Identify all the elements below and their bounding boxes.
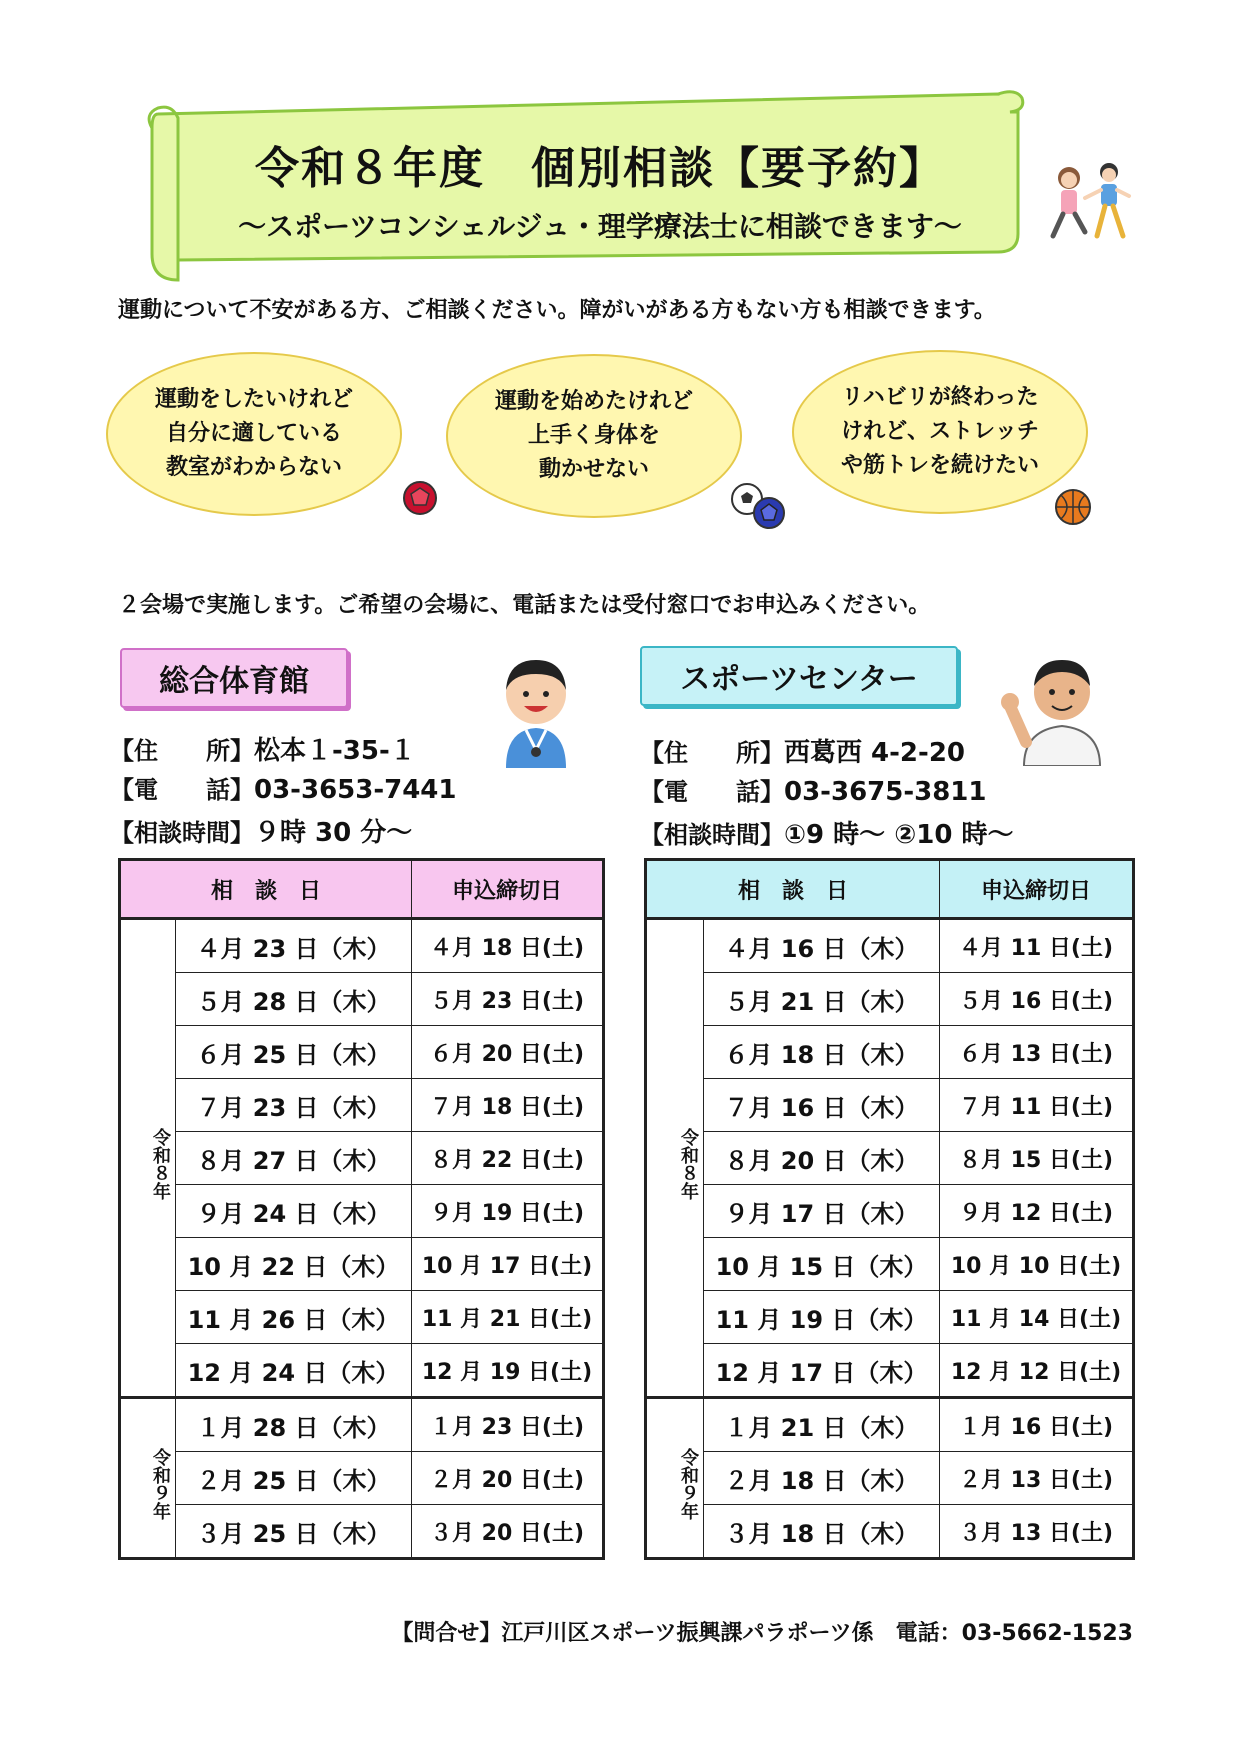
consult-date-cell: １月 21 日（木） xyxy=(704,1398,940,1452)
deadline-cell: ８月 15 日(土) xyxy=(940,1132,1134,1185)
basketball-icon xyxy=(1054,488,1092,526)
red-gem-ball-icon xyxy=(402,480,438,516)
header-consult-date: 相 談 日 xyxy=(646,860,940,919)
deadline-cell: ６月 13 日(土) xyxy=(940,1026,1134,1079)
time-value: ①9 時～ ②10 時～ xyxy=(784,820,1014,850)
year-label: 令和８年 xyxy=(646,919,704,1398)
table-row xyxy=(646,1505,1134,1559)
deadline-cell: ５月 23 日(土) xyxy=(412,973,604,1026)
header-deadline: 申込締切日 xyxy=(412,860,604,919)
consult-date-cell: ５月 21 日（木） xyxy=(704,973,940,1026)
table-row xyxy=(646,1452,1134,1505)
consult-date-cell: ７月 23 日（木） xyxy=(176,1079,412,1132)
deadline-cell: 11 月 14 日(土) xyxy=(940,1291,1134,1344)
table-row xyxy=(120,1238,604,1291)
consult-date-cell: 10 月 15 日（木） xyxy=(704,1238,940,1291)
table-row xyxy=(120,1505,604,1559)
time-value: ９時 30 分～ xyxy=(254,818,413,848)
deadline-cell: ３月 13 日(土) xyxy=(940,1505,1134,1559)
schedule-table-gym xyxy=(118,858,605,1560)
venue-time xyxy=(110,812,412,849)
deadline-cell: ９月 19 日(土) xyxy=(412,1185,604,1238)
deadline-cell: １月 16 日(土) xyxy=(940,1398,1134,1452)
year-label: 令和９年 xyxy=(120,1398,176,1559)
consult-date-cell: ２月 18 日（木） xyxy=(704,1452,940,1505)
consult-date-cell: ６月 18 日（木） xyxy=(704,1026,940,1079)
deadline-cell: ２月 13 日(土) xyxy=(940,1452,1134,1505)
table-row xyxy=(646,919,1134,973)
bubble-line: や筋トレを続けたい xyxy=(840,453,1039,478)
intro-text: 運動について不安がある方、ご相談ください。障がいがある方もない方も相談できます。 xyxy=(118,298,996,323)
table-row xyxy=(120,1344,604,1398)
schedule-table-sports-center xyxy=(644,858,1135,1560)
phone-value: 03-3675-3811 xyxy=(784,777,987,807)
venue-name: 総合体育館 xyxy=(159,664,309,699)
consult-date-cell: ８月 27 日（木） xyxy=(176,1132,412,1185)
consult-date-cell: １月 28 日（木） xyxy=(176,1398,412,1452)
address-value: 松本１-35-１ xyxy=(254,736,416,766)
concern-bubble-3 xyxy=(792,350,1088,514)
table-row xyxy=(120,1026,604,1079)
concern-bubble-2 xyxy=(446,354,742,518)
table-row xyxy=(646,1132,1134,1185)
time-label: 【相談時間】 xyxy=(110,819,254,847)
table-row xyxy=(120,1291,604,1344)
consult-date-cell: 11 月 19 日（木） xyxy=(704,1291,940,1344)
table-row xyxy=(646,1344,1134,1398)
consult-date-cell: 10 月 22 日（木） xyxy=(176,1238,412,1291)
deadline-cell: ７月 18 日(土) xyxy=(412,1079,604,1132)
staff-man-icon xyxy=(1000,646,1120,766)
deadline-cell: ６月 20 日(土) xyxy=(412,1026,604,1079)
table-row xyxy=(646,1398,1134,1452)
venue-intro-text: ２会場で実施します。ご希望の会場に、電話または受付窓口でお申込みください。 xyxy=(118,593,931,618)
table-row xyxy=(120,1079,604,1132)
consult-date-cell: ５月 28 日（木） xyxy=(176,973,412,1026)
consult-date-cell: ３月 25 日（木） xyxy=(176,1505,412,1559)
table-row xyxy=(120,1398,604,1452)
table-row xyxy=(646,973,1134,1026)
deadline-cell: ５月 16 日(土) xyxy=(940,973,1134,1026)
consult-date-cell: ４月 23 日（木） xyxy=(176,919,412,973)
consult-date-cell: ８月 20 日（木） xyxy=(704,1132,940,1185)
deadline-cell: 12 月 12 日(土) xyxy=(940,1344,1134,1398)
deadline-cell: 10 月 17 日(土) xyxy=(412,1238,604,1291)
venue-name: スポーツセンター xyxy=(680,662,918,697)
consult-date-cell: ６月 25 日（木） xyxy=(176,1026,412,1079)
venue-tag-gym xyxy=(120,648,348,708)
page-subtitle: ～スポーツコンシェルジュ・理学療法士に相談できます～ xyxy=(238,210,962,243)
consult-date-cell: 12 月 24 日（木） xyxy=(176,1344,412,1398)
deadline-cell: 10 月 10 日(土) xyxy=(940,1238,1134,1291)
bubble-line: 教室がわからない xyxy=(165,455,342,480)
stretching-people-icon xyxy=(1045,160,1135,242)
table-row xyxy=(120,973,604,1026)
consult-date-cell: 11 月 26 日（木） xyxy=(176,1291,412,1344)
deadline-cell: ８月 22 日(土) xyxy=(412,1132,604,1185)
deadline-cell: 12 月 19 日(土) xyxy=(412,1344,604,1398)
phone-label: 【電 話】 xyxy=(640,778,784,806)
deadline-cell: ４月 18 日(土) xyxy=(412,919,604,973)
deadline-cell: ２月 20 日(土) xyxy=(412,1452,604,1505)
table-row xyxy=(646,1026,1134,1079)
bubble-line: 上手く身体を xyxy=(527,423,660,448)
consult-date-cell: ７月 16 日（木） xyxy=(704,1079,940,1132)
consult-date-cell: ９月 17 日（木） xyxy=(704,1185,940,1238)
bubble-line: けれど、ストレッチ xyxy=(841,419,1039,444)
deadline-cell: 11 月 21 日(土) xyxy=(412,1291,604,1344)
venue-address xyxy=(640,732,965,769)
bubble-line: 運動を始めたけれど xyxy=(494,389,693,414)
bubble-line: リハビリが終わった xyxy=(841,385,1039,410)
consult-date-cell: ９月 24 日（木） xyxy=(176,1185,412,1238)
header-consult-date: 相 談 日 xyxy=(120,860,412,919)
deadline-cell: ７月 11 日(土) xyxy=(940,1079,1134,1132)
year-label: 令和９年 xyxy=(646,1398,704,1559)
deadline-cell: ３月 20 日(土) xyxy=(412,1505,604,1559)
table-row xyxy=(120,919,604,973)
year-label: 令和８年 xyxy=(120,919,176,1398)
time-label: 【相談時間】 xyxy=(640,821,784,849)
phone-value: 03-3653-7441 xyxy=(254,775,457,805)
table-row xyxy=(120,1452,604,1505)
address-label: 【住 所】 xyxy=(110,737,254,765)
table-row xyxy=(646,1238,1134,1291)
deadline-cell: ４月 11 日(土) xyxy=(940,919,1134,973)
deadline-cell: １月 23 日(土) xyxy=(412,1398,604,1452)
concern-bubble-1 xyxy=(106,352,402,516)
venue-address xyxy=(110,730,416,767)
table-row xyxy=(646,1291,1134,1344)
phone-label: 【電 話】 xyxy=(110,776,254,804)
table-row xyxy=(120,1185,604,1238)
consult-date-cell: ２月 25 日（木） xyxy=(176,1452,412,1505)
bubble-line: 運動をしたいけれど xyxy=(154,387,353,412)
consult-date-cell: ３月 18 日（木） xyxy=(704,1505,940,1559)
bubble-line: 動かせない xyxy=(538,457,649,482)
deadline-cell: ９月 12 日(土) xyxy=(940,1185,1134,1238)
header-deadline: 申込締切日 xyxy=(940,860,1134,919)
venue-time xyxy=(640,814,1013,851)
venue-phone xyxy=(110,770,457,805)
table-row xyxy=(646,1185,1134,1238)
table-row xyxy=(646,1079,1134,1132)
blue-gem-ball-icon xyxy=(752,496,786,530)
bubble-line: 自分に適している xyxy=(165,421,342,446)
address-value: 西葛西 4-2-20 xyxy=(784,738,965,768)
consult-date-cell: ４月 16 日（木） xyxy=(704,919,940,973)
coach-man-icon xyxy=(490,650,582,768)
address-label: 【住 所】 xyxy=(640,739,784,767)
contact-footer: 【問合せ】江戸川区スポーツ振興課パラポーツ係 電話：03-5662-1523 xyxy=(391,1621,1133,1646)
page-title: 令和８年度 個別相談【要予約】 xyxy=(255,143,945,194)
table-row xyxy=(120,1132,604,1185)
consult-date-cell: 12 月 17 日（木） xyxy=(704,1344,940,1398)
venue-phone xyxy=(640,772,987,807)
venue-tag-sports-center xyxy=(640,646,958,706)
